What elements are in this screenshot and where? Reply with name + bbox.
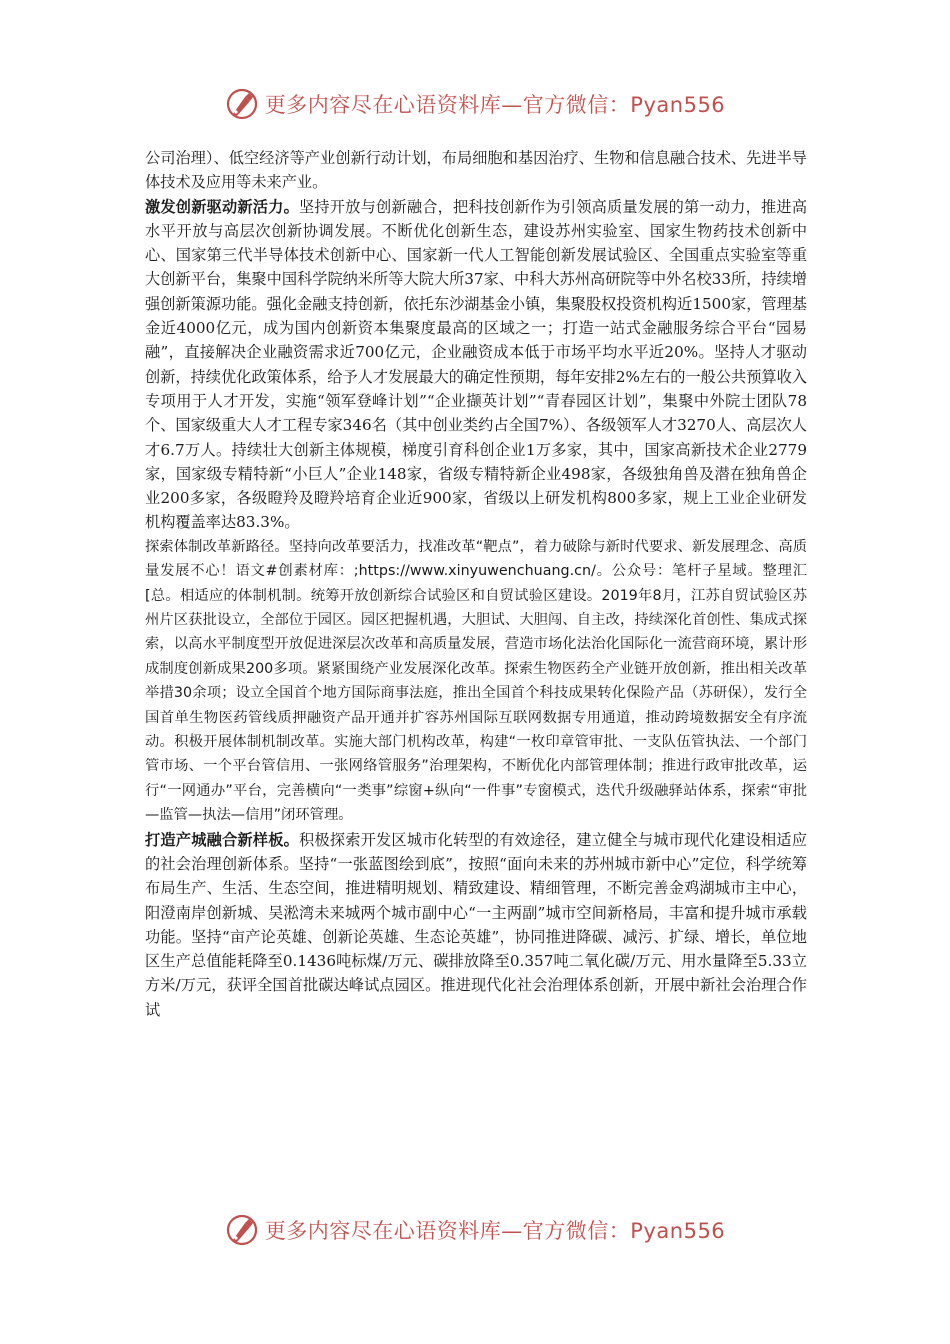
pen-nib-logo-icon bbox=[225, 1213, 259, 1247]
paragraph-city-text: 积极探索开发区城市化转型的有效途径，建立健全与城市现代化建设相适应的社会治理创新体系。坚持“一张蓝图绘到底”，按照“面向未来的苏州城市新中心”定位，科学统筹布局生产、生活、生态空间，推进精明规划、精致建设、精细管理，不断完善金鸡湖城市主中心，阳澄南岸创新城、吴淞湾未来城两个城市副中心“一主两副”城市空间新格局，丰富和提升城市承载功能。坚持“亩产论英雄、创新论英雄、生态论英雄”，协同推进降碳、减污、扩绿、增长，单位地区生产总值能耗降至0.1436吨标煤/万元、碳排放降至0.357吨二氧化碳/万元、用水量降至5.33立方米/万元，获评全国首批碳达峰试点园区。推进现代化社会治理体系创新，开展中新社会治理合作试 bbox=[145, 830, 808, 1019]
paragraph-reform bbox=[145, 535, 807, 828]
paragraph-innovation bbox=[145, 195, 807, 535]
footer-watermark-banner bbox=[0, 1210, 950, 1250]
watermark-text: 更多内容尽在心语资料库—官方微信：Pyan556 bbox=[264, 1219, 726, 1243]
watermark-text: 更多内容尽在心语资料库—官方微信：Pyan556 bbox=[264, 93, 726, 117]
section-heading-innovation: 激发创新驱动新活力。 bbox=[145, 197, 300, 216]
paragraph-city-integration bbox=[145, 828, 807, 1022]
header-watermark-banner bbox=[0, 84, 950, 124]
paragraph-reform-text: 。公众号：笔杆子星域。整理汇[总。相适应的体制机制。统筹开放创新综合试验区和自贸试验区建设。2019年8月，江苏自贸试验区苏州片区获批设立，全部位于园区。园区把握机遇，大胆试、大胆闯、自主改，持续深化首创性、集成式探索，以高水平制度型开放促进深层次改革和高质量发展，营造市场化法治化国际化一流营商环境，累计形成制度创新成果200多项。紧紧围绕产业发展深化改革。探索生物医药全产业链开放创新，推出相关改革举措30余项；设立全国首个地方国际商事法庭，推出全国首个科技成果转化保险产品（苏研保），发行全国首单生物医药管线质押融资产品开通并扩容苏州国际互联网数据专用通道，推动跨境数据安全有序流动。积极开展体制机制改革。实施大部门机构改革，构建“一枚印章管审批、一支队伍管执法、一个部门管市场、一个平台管信用、一张网络管服务”治理架构，不断优化内部管理体制；推进行政审批改革，运行“一网通办”平台，完善横向“一类事”综窗+纵向“一件事”专窗模式，迭代升级融驿站体系，探索“审批—监管—执法—信用”闭环管理。 bbox=[145, 563, 808, 824]
paragraph-innovation-text: 坚持开放与创新融合，把科技创新作为引领高质量发展的第一动力，推进高水平开放与高层次创新协调发展。不断优化创新生态，建设苏州实验室、国家生物药技术创新中心、国家第三代半导体技术创新中心、国家新一代人工智能创新发展试验区、全国重点实验室等重大创新平台，集聚中国科学院纳米所等大院大所37家、中科大苏州高研院等中外名校33所，持续增强创新策源功能。强化金融支持创新，依托东沙湖基金小镇，集聚股权投资机构近1500家，管理基金近4000亿元，成为国内创新资本集聚度最高的区域之一；打造一站式金融服务综合平台“园易融”，直接解决企业融资需求近700亿元，企业融资成本低于市场平均水平近20%。坚持人才驱动创新，持续优化政策体系，给予人才发展最大的确定性预期，每年安排2%左右的一般公共预算收入专项用于人才开发，实施“领军登峰计划”“企业撷英计划”“青春园区计划”，集聚中外院士团队78个、国家级重大人才工程专家346名（其中创业类约占全国7%）、各级领军人才3270人、高层次人才6.7万人。持续壮大创新主体规模，梯度引育科创企业1万多家，其中，国家高新技术企业2779家，国家级专精特新“小巨人”企业148家，省级专精特新企业498家，各级独角兽及潜在独角兽企业200多家，各级瞪羚及瞪羚培育企业近900家，省级以上研发机构800多家，规上工业企业研发机构覆盖率达83.3%。 bbox=[145, 197, 808, 532]
paragraph-reform-lead: 探索体制改革新路径。坚持向改革要活力，找准改革“靶点”，着力破除与新时代要求、新发展理念、高质量发展不心！语文#创素材库：;https:// bbox=[145, 538, 807, 580]
paragraph-future-industries: 公司治理）、低空经济等产业创新行动计划，布局细胞和基因治疗、生物和信息融合技术、先进半导体技术及应用等未来产业。 bbox=[145, 149, 807, 192]
pen-nib-logo-icon bbox=[225, 87, 259, 121]
document-body bbox=[145, 146, 807, 1022]
section-heading-city: 打造产城融合新样板。 bbox=[145, 830, 300, 849]
source-url: www.xinyuwenchuang.cn/ bbox=[409, 563, 596, 580]
